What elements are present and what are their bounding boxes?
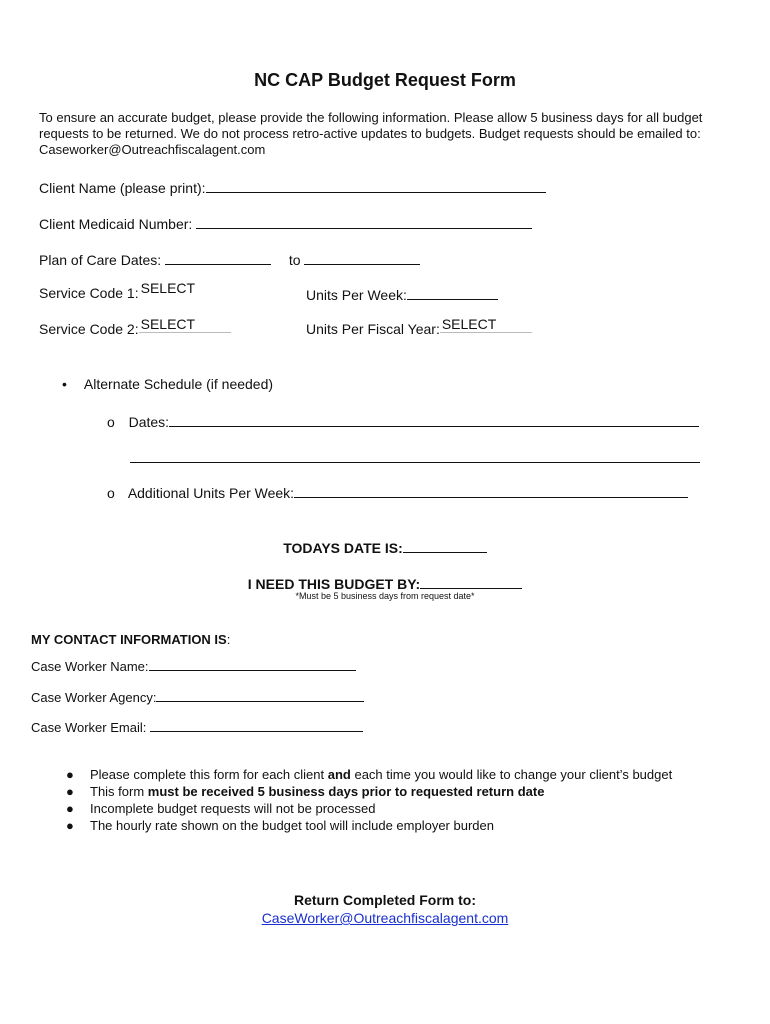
plan-of-care-start-field[interactable] [165,250,271,265]
instruction-text: each time you would like to change your client’s budget [350,767,673,782]
instruction-emphasis: must be received 5 business days prior to requested return date [147,784,545,799]
service-code-1-label: Service Code 1: [39,285,139,301]
instruction-text: The hourly rate shown on the budget tool will include employer burden [90,818,494,833]
service-code-1-select[interactable]: SELECT [140,280,196,296]
contact-heading: MY CONTACT INFORMATION IS [31,632,227,647]
circle-bullet-icon: o [107,485,115,501]
plan-of-care-to-label: to [288,252,301,268]
service-code-2-select[interactable]: SELECT [139,316,231,333]
dates-field-continued[interactable] [130,448,700,468]
alternate-schedule-label: Alternate Schedule (if needed) [83,376,274,392]
case-worker-agency-field[interactable] [156,689,364,702]
bullet-dot-icon: • [62,376,67,392]
bullet-dot-icon: ● [66,784,74,799]
circle-bullet-icon: o [107,414,115,430]
need-budget-label: I NEED THIS BUDGET BY: [247,576,421,592]
units-per-fiscal-year-label: Units Per Fiscal Year: [306,321,440,337]
need-budget-note: *Must be 5 business days from request date* [295,591,475,601]
case-worker-name-field[interactable] [149,658,356,671]
todays-date-label: TODAYS DATE IS: [283,540,403,556]
return-email-link[interactable]: CaseWorker@Outreachfiscalagent.com [261,910,509,926]
need-budget-field[interactable] [420,574,522,589]
bullet-dot-icon: ● [66,801,74,816]
instruction-text: Please complete this form for each client [90,767,328,782]
contact-heading-row [31,632,230,647]
list-item [66,800,706,817]
units-per-week-field[interactable] [407,285,498,300]
form-title: NC CAP Budget Request Form [254,70,516,90]
units-per-fiscal-year-select[interactable]: SELECT [440,316,532,333]
units-per-week-label: Units Per Week: [306,287,407,303]
instruction-emphasis: and [327,767,351,782]
service-code-1-row [39,280,231,301]
case-worker-agency-label: Case Worker Agency: [31,690,157,705]
service-code-2-row [39,316,231,338]
dates-label: Dates: [128,414,170,430]
return-heading: Return Completed Form to: [294,892,476,908]
additional-units-item [107,483,688,501]
alternate-schedule-item [62,376,273,392]
case-worker-name-label: Case Worker Name: [31,659,149,674]
list-item [66,817,706,834]
dates-field[interactable] [169,412,699,427]
todays-date-field[interactable] [403,538,487,553]
dates-item [107,412,699,430]
todays-date-row [0,538,770,556]
list-item [66,766,706,783]
case-worker-name-row [31,658,356,674]
need-budget-row [0,574,770,592]
client-name-field[interactable] [206,178,546,193]
plan-of-care-row [39,250,420,268]
bullet-dot-icon: ● [66,818,74,833]
return-email-row [0,910,770,926]
case-worker-agency-row [31,689,364,705]
service-code-2-label: Service Code 2: [39,321,139,337]
case-worker-email-field[interactable] [150,719,363,732]
instructions-list [66,766,706,834]
case-worker-email-row [31,719,363,735]
units-per-week-row [306,285,498,303]
contact-heading-colon: : [226,632,231,647]
client-name-label: Client Name (please print): [39,180,206,196]
additional-units-field[interactable] [294,483,688,498]
additional-units-label: Additional Units Per Week: [127,485,295,501]
client-medicaid-label: Client Medicaid Number: [39,216,193,232]
case-worker-email-label: Case Worker Email: [31,720,147,735]
client-name-row [39,178,546,196]
client-medicaid-row [39,214,532,232]
list-item [66,783,706,800]
plan-of-care-label: Plan of Care Dates: [39,252,162,268]
client-medicaid-field[interactable] [196,214,532,229]
units-per-fiscal-year-row [306,316,532,338]
instruction-text: This form [90,784,148,799]
intro-paragraph: To ensure an accurate budget, please provide the following information. Please allow 5 business days for all budget requests to be returned. We do not process retro-active updates to budgets. Budget requests should be emailed to: Caseworker@Outreachfiscalagent.com [39,110,703,157]
plan-of-care-end-field[interactable] [304,250,420,265]
instruction-text: Incomplete budget requests will not be processed [90,801,376,816]
bullet-dot-icon: ● [66,767,74,782]
